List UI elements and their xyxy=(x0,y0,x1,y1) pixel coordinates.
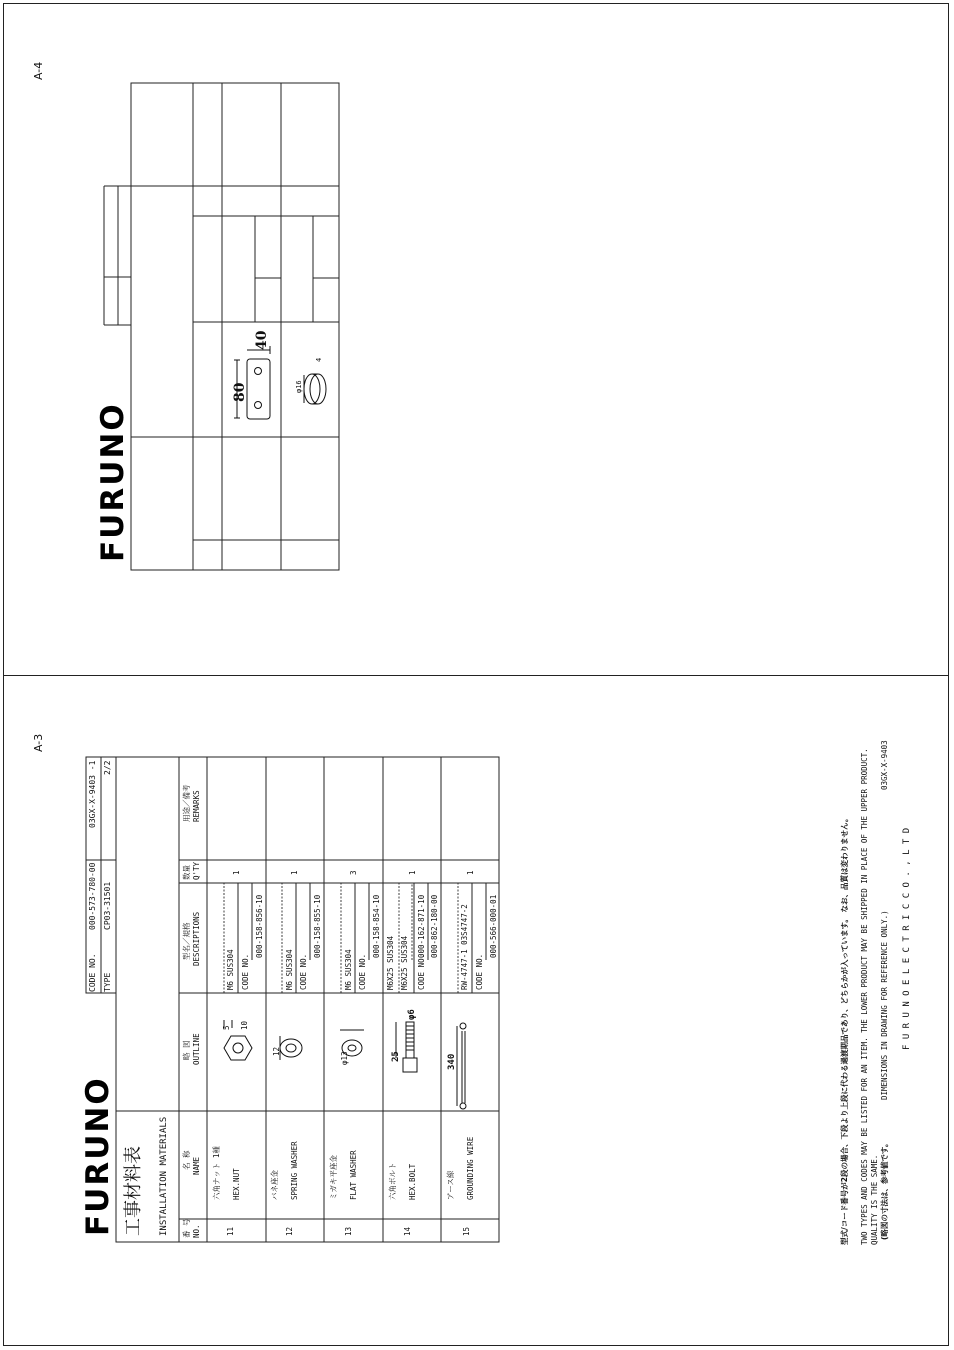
header-outline-jp: 略 図 xyxy=(182,1040,191,1060)
header-name-jp: 名 称 xyxy=(182,1150,191,1170)
row-14-name-en: HEX.BOLT xyxy=(408,1163,417,1200)
row-15-name-jp: アース線 xyxy=(446,1170,455,1200)
row-15-code-label: CODE NO. xyxy=(475,953,484,990)
row-14-desc-2: M6X25 SUS304 xyxy=(400,935,409,990)
row-11-name-jp: 六角ナット 1種 xyxy=(212,1146,221,1200)
note-dim-en: DIMENSIONS IN DRAWING FOR REFERENCE ONLY.) xyxy=(880,910,889,1100)
company-name: F U R U N O E L E C T R I C C O . , L T D xyxy=(902,827,912,1050)
code-no-label: CODE NO. xyxy=(88,953,97,992)
ring-thickness-dim: 4 xyxy=(315,357,323,362)
sheet-title-jp: 工事材料表 xyxy=(123,1146,144,1236)
row-12-code-label: CODE NO. xyxy=(299,953,308,990)
row-13-no: 13 xyxy=(344,1226,353,1236)
note-en-1: TWO TYPES AND CODES MAY BE LISTED FOR AN ITEM. THE LOWER PRODUCT MAY BE SHIPPED IN PLACE OF THE UPPER PRODUCT. xyxy=(860,748,869,1245)
row-11-dim-2: 10 xyxy=(240,1020,249,1030)
row-14-qty: 1 xyxy=(408,870,417,875)
row-15-desc: RW-4747-1 03S4747-2 xyxy=(460,904,469,990)
row-11-code: 000-158-856-10 xyxy=(255,894,264,958)
footer-drawing-code: 03GX-X-9403 xyxy=(880,740,889,790)
row-11-desc: M6 SUS304 xyxy=(226,949,235,990)
page-label-a3: A-3 xyxy=(32,733,45,752)
row-12-no: 12 xyxy=(285,1226,294,1236)
page-label-a4: A-4 xyxy=(32,61,45,80)
header-outline-en: OUTLINE xyxy=(192,1033,201,1065)
page-number: 2/2 xyxy=(103,760,112,775)
note-jp: 型式/コード番号が2段の場合、下段より上段に代わる過渡期品であり、どちらかが入っています。 なお、品質は変わりません。 xyxy=(840,814,849,1245)
row-11-dim-1: 5 xyxy=(222,1025,231,1030)
type-label: TYPE xyxy=(103,972,112,992)
row-11-no: 11 xyxy=(226,1226,235,1236)
row-15-dim-1: 340 xyxy=(447,1053,457,1070)
drawing-number: 03GX-X-9403 -1 xyxy=(88,760,97,828)
ring-diameter-dim: φ16 xyxy=(295,380,303,393)
row-14-dim-2: φ6 xyxy=(407,1009,417,1020)
header-remarks-en: REMARKS xyxy=(192,790,201,822)
row-14-code-label: CODE NO. xyxy=(417,953,426,990)
header-name-en: NAME xyxy=(192,1156,201,1175)
row-12-name-en: SPRING WASHER xyxy=(290,1141,299,1200)
row-11-name-en: HEX.NUT xyxy=(232,1168,241,1200)
row-15-qty: 1 xyxy=(466,870,475,875)
row-13-name-en: FLAT WASHER xyxy=(349,1150,358,1200)
row-15-name-en: GROUNDING WIRE xyxy=(466,1136,475,1200)
row-14-dim-1: 25 xyxy=(391,1051,401,1062)
header-no-en: NO. xyxy=(192,1224,201,1238)
row-13-dim-1: φ13 xyxy=(340,1051,349,1065)
row-13-name-jp: ミガキ平座金 xyxy=(329,1155,338,1200)
row-14-no: 14 xyxy=(403,1226,412,1236)
row-12-code: 000-158-855-10 xyxy=(313,894,322,958)
row-11-qty: 1 xyxy=(232,870,241,875)
row-14-desc-1: M6X25 SUS304 xyxy=(386,935,395,990)
plate-width-dim: 40 xyxy=(254,330,270,350)
header-desc-en: DESCRIPTIONS xyxy=(192,911,201,966)
row-12-dim-1: 12 xyxy=(272,1046,281,1056)
header-desc-jp: 型名／規格 xyxy=(182,922,191,960)
row-11-code-label: CODE NO. xyxy=(241,953,250,990)
row-12-desc: M6 SUS304 xyxy=(285,949,294,990)
header-qty-jp: 数量 xyxy=(182,865,191,880)
note-dim-jp: (略図の寸法は、参考値です。 xyxy=(880,1139,889,1240)
type-value: CP03-31501 xyxy=(103,881,112,930)
header-no-jp: 番 号 xyxy=(182,1218,191,1238)
row-14-code-1: 000-162-871-10 xyxy=(417,894,426,958)
brand-logo-lower: FURUNO xyxy=(80,1076,116,1236)
note-en-2: QUALITY IS THE SAME. xyxy=(870,1154,879,1245)
row-13-qty: 3 xyxy=(349,870,358,875)
header-qty-en: Q'TY xyxy=(192,861,201,880)
header-remarks-jp: 用途／備考 xyxy=(182,784,191,822)
row-14-code-2: 000-862-180-00 xyxy=(430,894,439,958)
brand-logo-upper: FURUNO xyxy=(95,402,131,562)
row-15-no: 15 xyxy=(462,1226,471,1236)
row-13-desc: M6 SUS304 xyxy=(344,949,353,990)
sheet-title-en: INSTALLATION MATERIALS xyxy=(159,1116,169,1236)
row-13-code-label: CODE NO. xyxy=(358,953,367,990)
row-13-code: 000-158-854-10 xyxy=(372,894,381,958)
row-15-code: 000-566-000-01 xyxy=(489,894,498,958)
row-12-name-jp: バネ座金 xyxy=(270,1170,279,1200)
row-14-name-jp: 六角ボルト xyxy=(388,1162,397,1200)
code-no-value: 000-573-780-00 xyxy=(88,862,97,930)
row-12-qty: 1 xyxy=(290,870,299,875)
plate-length-dim: 80 xyxy=(232,382,248,402)
